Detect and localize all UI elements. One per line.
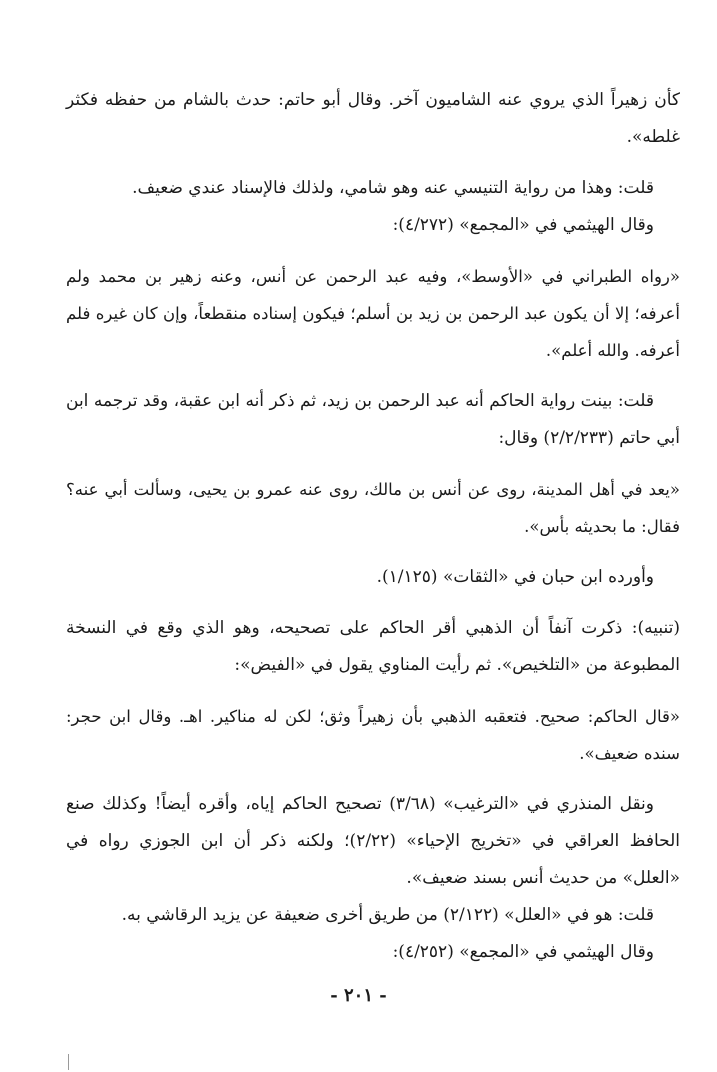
paragraph-haythami-majma-272: وقال الهيثمي في «المجمع» (٤/٢٧٢): xyxy=(392,215,654,235)
paragraph-mundhiri-targhib: ونقل المنذري في «الترغيب» (٣/٦٨) تصحيح الحاكم إياه، وأقره أيضاً! وكذلك صنع الحافظ العراقي في «تخريج الإحياء» (٢/٢٢)؛ ولكنه ذكر أن ابن الجوزي رواه في «العلل» من حديث أنس بسند ضعيف». xyxy=(66,794,680,888)
paragraph-tanbih-note: (تنبيه): ذكرت آنفاً أن الذهبي أقر الحاكم على تصحيحه، وهو الذي وقع في النسخة المطبوعة من «التلخيص». ثم رأيت المناوي يقول في «الفيض»: xyxy=(66,618,680,675)
paragraph-ilal-raqashi: قلت: هو في «العلل» (٢/١٢٢) من طريق أخرى ضعيفة عن يزيد الرقاشي به. xyxy=(121,905,654,925)
paragraph-zuhair-shamiyyun: كأن زهيراً الذي يروي عنه الشاميون آخر. وقال أبو حاتم: حدث بالشام من حفظه فكثر غلطه». xyxy=(66,90,680,147)
paragraph-hakim-abdulrahman: قلت: بينت رواية الحاكم أنه عبد الرحمن بن زيد، ثم ذكر أنه ابن عقبة، وقد ترجمه ابن أبي حاتم (٢/٢/٢٣٣) وقال: xyxy=(66,391,680,448)
body-text xyxy=(66,82,680,971)
paragraph-haythami-majma-252: وقال الهيثمي في «المجمع» (٤/٢٥٢): xyxy=(392,942,654,962)
quote-ahl-al-madina: «يعد في أهل المدينة، روى عن أنس بن مالك، روى عنه عمرو بن يحيى، وسألت أبي عنه؟ فقال: ما بحديثه بأس». xyxy=(66,480,680,536)
paragraph-tinnisi-weak: قلت: وهذا من رواية التنيسي عنه وهو شامي، ولذلك فالإسناد عندي ضعيف. xyxy=(132,178,654,198)
quote-hakim-sahih: «قال الحاكم: صحيح. فتعقبه الذهبي بأن زهيراً وثق؛ لكن له مناكير. اهـ. وقال ابن حجر: سنده ضعيف». xyxy=(66,707,680,763)
quote-tabarani-awsat: «رواه الطبراني في «الأوسط»، وفيه عبد الرحمن عن أنس، وعنه زهير بن محمد ولم أعرفه؛ إلا أن يكون عبد الرحمن بن زيد بن أسلم؛ فيكون إسناده منقطعاً، وإن كان غيره فلم أعرفه. والله أعلم». xyxy=(66,267,680,360)
page-number: - ٢٠١ - xyxy=(330,985,387,1006)
scan-edge-mark xyxy=(68,1054,69,1070)
paragraph-ibn-hibban-thiqat: وأورده ابن حبان في «الثقات» (١/١٢٥). xyxy=(376,567,654,587)
